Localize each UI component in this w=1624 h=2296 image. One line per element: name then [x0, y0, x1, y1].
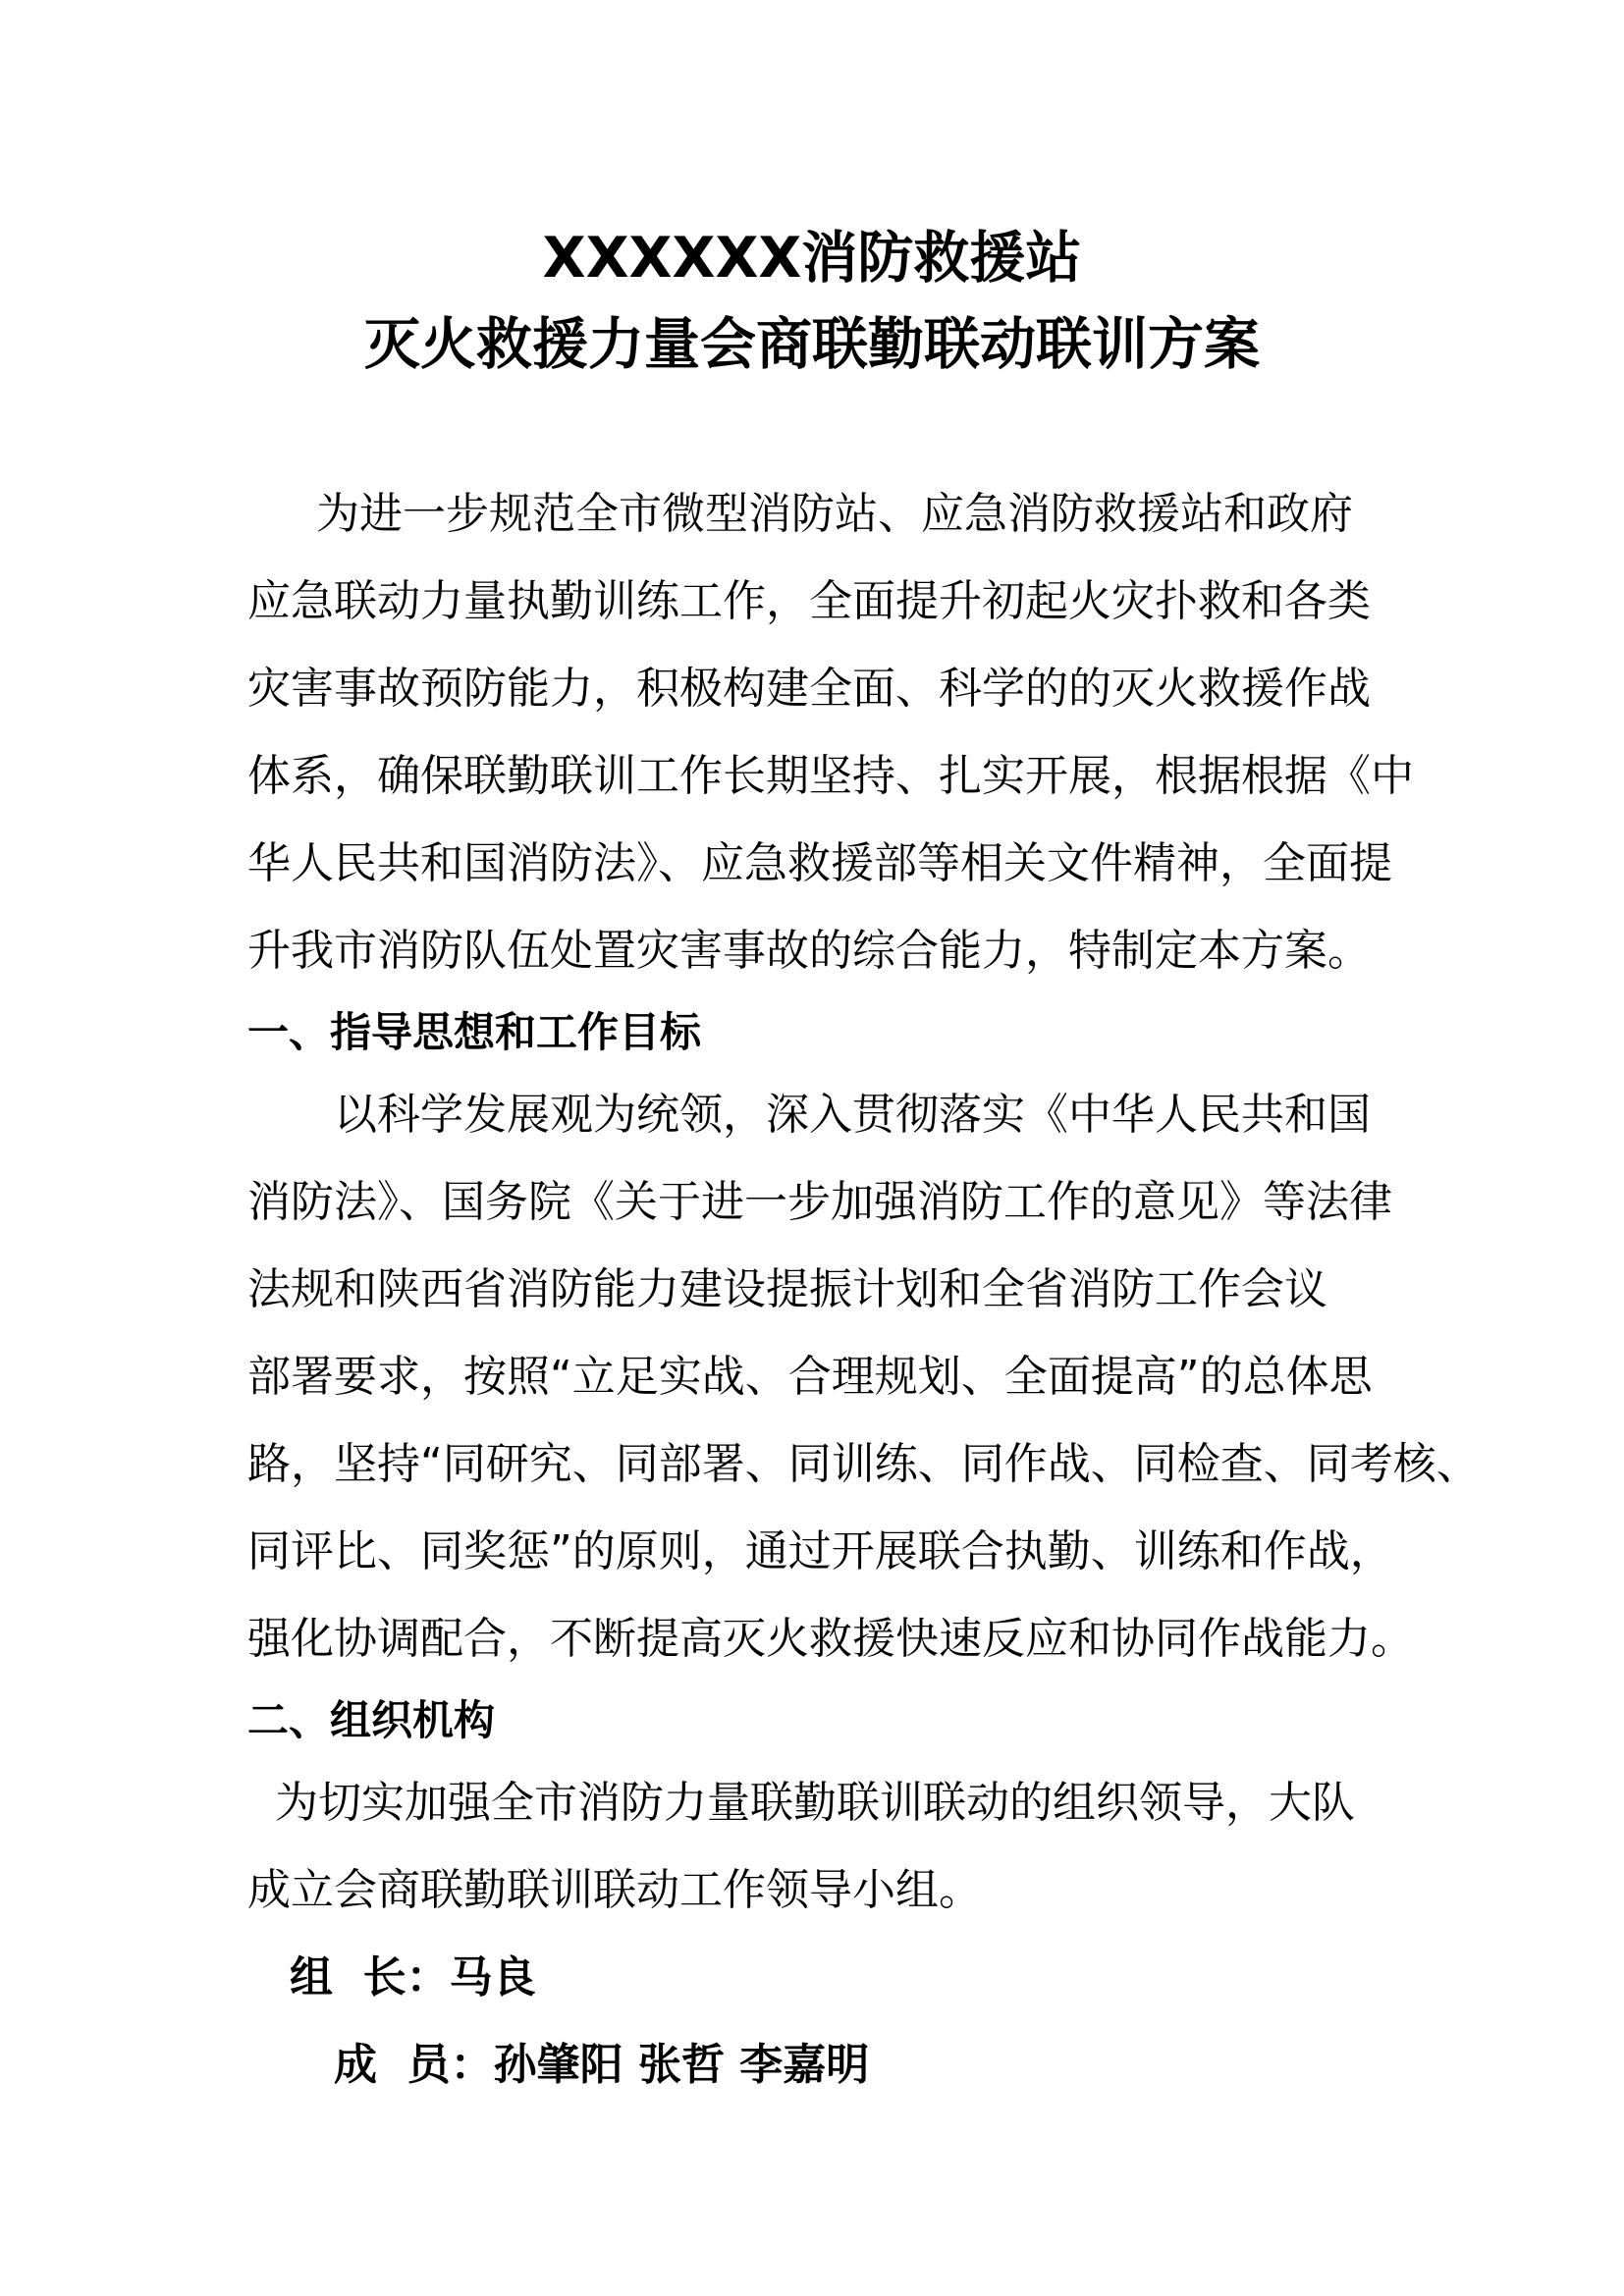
section2-line: 成立会商联勤联训联动工作领导小组。: [247, 1865, 982, 1915]
intro-line: 应急联动力量执勤训练工作，全面提升初起火灾扑救和各类: [247, 576, 1371, 626]
document-title-line-1: XXXXXX消防救援站: [542, 226, 1082, 291]
section1-line: 消防法》、国务院《关于进一步加强消防工作的意见》等法律: [247, 1177, 1392, 1227]
document-title-line-2: 灭火救援力量会商联勤联动联训方案: [364, 312, 1260, 377]
group-leader: 组 长：马良: [290, 1952, 536, 2002]
section-heading-organization: 二、组织机构: [247, 1696, 496, 1744]
section-heading-guiding-ideology: 一、指导思想和工作目标: [247, 1008, 702, 1056]
intro-line: 为进一步规范全市微型消防站、应急消防救援站和政府: [316, 489, 1353, 539]
group-members: 成 员：孙肇阳 张哲 李嘉明: [334, 2040, 870, 2090]
section1-line: 强化协调配合，不断提高灭火救援快速反应和协同作战能力。: [247, 1614, 1414, 1664]
intro-line: 灾害事故预防能力，积极构建全面、科学的的灭火救援作战: [247, 664, 1371, 714]
intro-line: 升我市消防队伍处置灾害事故的综合能力，特制定本方案。: [247, 926, 1371, 976]
section1-line: 以科学发展观为统领，深入贯彻落实《中华人民共和国: [334, 1090, 1371, 1140]
section1-line: 同评比、同奖惩”的原则，通过开展联合执勤、训练和作战，: [247, 1526, 1393, 1576]
section1-line: 法规和陕西省消防能力建设提振计划和全省消防工作会议: [247, 1264, 1327, 1314]
intro-line: 体系，确保联勤联训工作长期坚持、扎实开展，根据根据《中: [247, 751, 1414, 801]
section1-line: 路，坚持“同研究、同部署、同训练、同作战、同检查、同考核、: [247, 1439, 1480, 1489]
section1-line: 部署要求，按照“立足实战、合理规划、全面提高”的总体思: [247, 1352, 1373, 1402]
section2-line: 为切实加强全市消防力量联勤联训联动的组织领导，大队: [275, 1778, 1355, 1828]
intro-line: 华人民共和国消防法》、应急救援部等相关文件精神，全面提: [247, 838, 1392, 888]
